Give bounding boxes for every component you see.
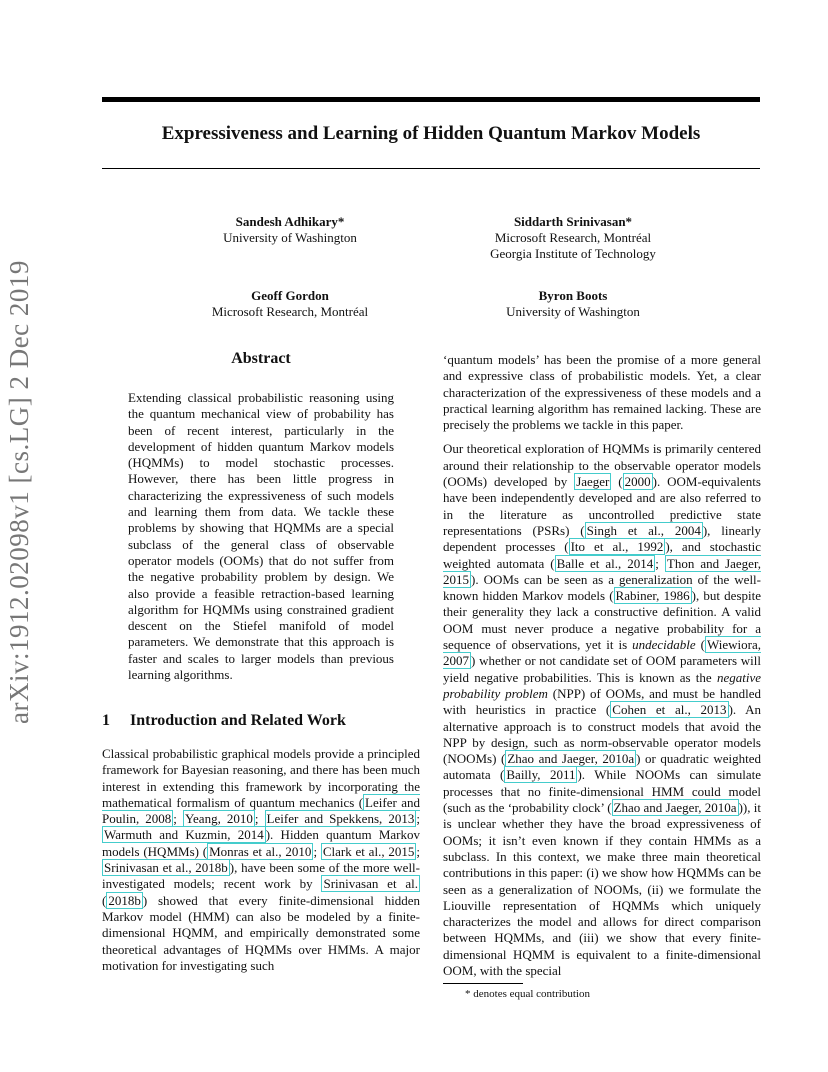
section-number: 1 [102, 712, 110, 729]
citation-link[interactable]: Singh et al., 2004 [586, 522, 701, 538]
title-rule-top [102, 97, 760, 102]
footnote: * denotes equal contribution [465, 988, 590, 1000]
citation-link[interactable]: Srinivasan et al. [323, 876, 418, 892]
citation-link[interactable]: Zhao and Jaeger, 2010a [507, 751, 635, 767]
citation-link[interactable]: Leifer and Spekkens, 2013 [266, 811, 415, 827]
author-affiliation: Georgia Institute of Technology [490, 246, 656, 261]
citation-link[interactable]: Wiewiora, 2007 [443, 637, 761, 669]
citation-link[interactable]: Leifer and Poulin, 2008 [102, 794, 420, 827]
citation-link[interactable]: 2000 [624, 474, 651, 490]
citation-link[interactable]: Thon and Jaeger, 2015 [443, 555, 762, 587]
author-name: Siddarth Srinivasan* [513, 214, 633, 229]
citation-link[interactable]: Srinivasan et al., 2018b [104, 860, 228, 876]
author-name: Sandesh Adhikary* [235, 214, 345, 229]
author-affiliation: Microsoft Research, Montréal [494, 230, 652, 245]
citation-link[interactable]: Warmuth and Kuzmin, 2014 [104, 827, 264, 843]
citation-link[interactable]: Monras et al., 2010 [209, 843, 312, 859]
paragraph: Classical probabilistic graphical models provide a principled framework for Bayesian reasoning, and there has been much interest in extending this framework by incorporating the mathematical formalism of quantum mechanics ( Leifer and Poulin, 2008 ; Yeang, 2010 ; Leifer and Spekkens, 2013 ; Warmuth and Kuzmin, 2014 ). Hidden quantum Markov models (HQMMs) ( Monras et al., 2010 ; Clark et al., 2015 ; Srinivasan et al., 2018b ), have been some of the more well-investigated models; recent work by Srinivasan et al. ( 2018b ) showed that every finite-dimensional hidden Markov model (HMM) can also be modeled by a finite-dimensional HQMM, and empirically demonstrated some theoretical advantages of HQMMs over HMMs. A major motivation for investigating such [102, 746, 420, 973]
citation-link[interactable]: Cohen et al., 2013 [612, 702, 727, 718]
author-block [443, 288, 703, 320]
left-column [102, 746, 420, 982]
abstract-text: Extending classical probabilistic reasoning using the quantum mechanical view of probability has been of recent interest, particularly in the development of hidden quantum Markov models (HQMMs) to model stochastic processes. However, there has been little progress in characterizing the expressiveness of such models and learning them from data. We tackle these problems by showing that HQMMs are a special subclass of the general class of observable operator models (OOMs) that do not suffer from the negative probability problem by design. We also provide a feasible retraction-based learning algorithm for HQMMs using constrained gradient descent on the Stiefel manifold of model parameters. We demonstrate that this approach is faster and scales to larger models than previous learning algorithms. [128, 390, 394, 683]
author-affiliation: Microsoft Research, Montréal [211, 304, 369, 319]
section-heading [102, 712, 422, 730]
right-column [443, 352, 761, 987]
arxiv-identifier: arXiv:1912.02098v1 [cs.LG] 2 Dec 2019 [4, 260, 34, 724]
citation-link[interactable]: 2018b [108, 892, 141, 908]
citation-link[interactable]: Balle et al., 2014 [556, 555, 654, 571]
author-block [443, 214, 703, 262]
footnote-rule [443, 983, 523, 984]
citation-link[interactable]: Rabiner, 1986 [615, 588, 690, 604]
paragraph: Our theoretical exploration of HQMMs is primarily centered around their relationship to the observable operator models (OOMs) developed by Jaeger ( 2000 ). OOM-equivalents have been independently developed and are also referred to in the literature as uncontrolled predictive state representations (PSRs) ( Singh et al., 2004 ), linearly dependent processes ( Ito et al., 1992 ), and stochastic weighted automata ( Balle et al., 2014 ; Thon and Jaeger, 2015 ). OOMs can be seen as a generalization of the well-known hidden Markov models ( Rabiner, 1986 ), but despite their generality they lack a constructive definition. A valid OOM must never produce a negative probability for a sequence of observations, yet it is undecidable ( Wiewiora, 2007 ) whether or not candidate set of OOM parameters will yield negative probabilities. This is known as the negative probability problem (NPP) of OOMs, and must be handled with heuristics in practice ( Cohen et al., 2013 ). An alternative approach is to construct models that avoid the NPP by design, such as norm-observable operator models (NOOMs) ( Zhao and Jaeger, 2010a ) or quadratic weighted automata ( Bailly, 2011 ). While NOOMs can simulate processes that no finite-dimensional HMM could model (such as the ‘probability clock’ ( Zhao and Jaeger, 2010a )), it is unclear whether they have the broad expressiveness of OOMs; it isn’t even known if they contain HMMs as a subclass. In this context, we make three main theoretical contributions in this paper: (i) we show how HQMMs can be seen as a generalization of NOOMs, (ii) we formulate the Liouville representation of HQMMs which uniquely characterizes the model and allows for direct comparison between HQMMs, and (iii) we show that every finite-dimensional HQMM is equivalent to a finite-dimensional OOM, with the special [443, 441, 762, 978]
citation-link[interactable]: Clark et al., 2015 [322, 843, 415, 859]
author-affiliation: University of Washington [223, 230, 357, 245]
paper-title: Expressiveness and Learning of Hidden Quantum Markov Models [161, 123, 701, 144]
citation-link[interactable]: Zhao and Jaeger, 2010a [613, 800, 737, 816]
author-affiliation: University of Washington [506, 304, 640, 319]
citation-link[interactable]: Bailly, 2011 [506, 767, 576, 783]
abstract-heading: Abstract [231, 350, 291, 367]
author-block [160, 288, 420, 320]
emphasis: negative probability problem [443, 669, 761, 701]
citation-link[interactable]: Ito et al., 1992 [570, 539, 664, 555]
emphasis: undecidable [632, 637, 696, 653]
citation-link[interactable]: Yeang, 2010 [184, 811, 253, 827]
section-title: Introduction and Related Work [130, 712, 346, 729]
paragraph: ‘quantum models’ has been the promise of a more general and expressive class of probabilistic models. Yet, a clear characterization of the expressiveness of these models and a practical learning algorithm has remained lacking. These are precisely the problems we tackle in this paper. [443, 352, 761, 433]
title-rule-bottom [102, 168, 760, 169]
author-block [160, 214, 420, 246]
author-name: Byron Boots [538, 288, 608, 303]
citation-link[interactable]: Jaeger [576, 474, 610, 490]
author-name: Geoff Gordon [251, 288, 329, 303]
